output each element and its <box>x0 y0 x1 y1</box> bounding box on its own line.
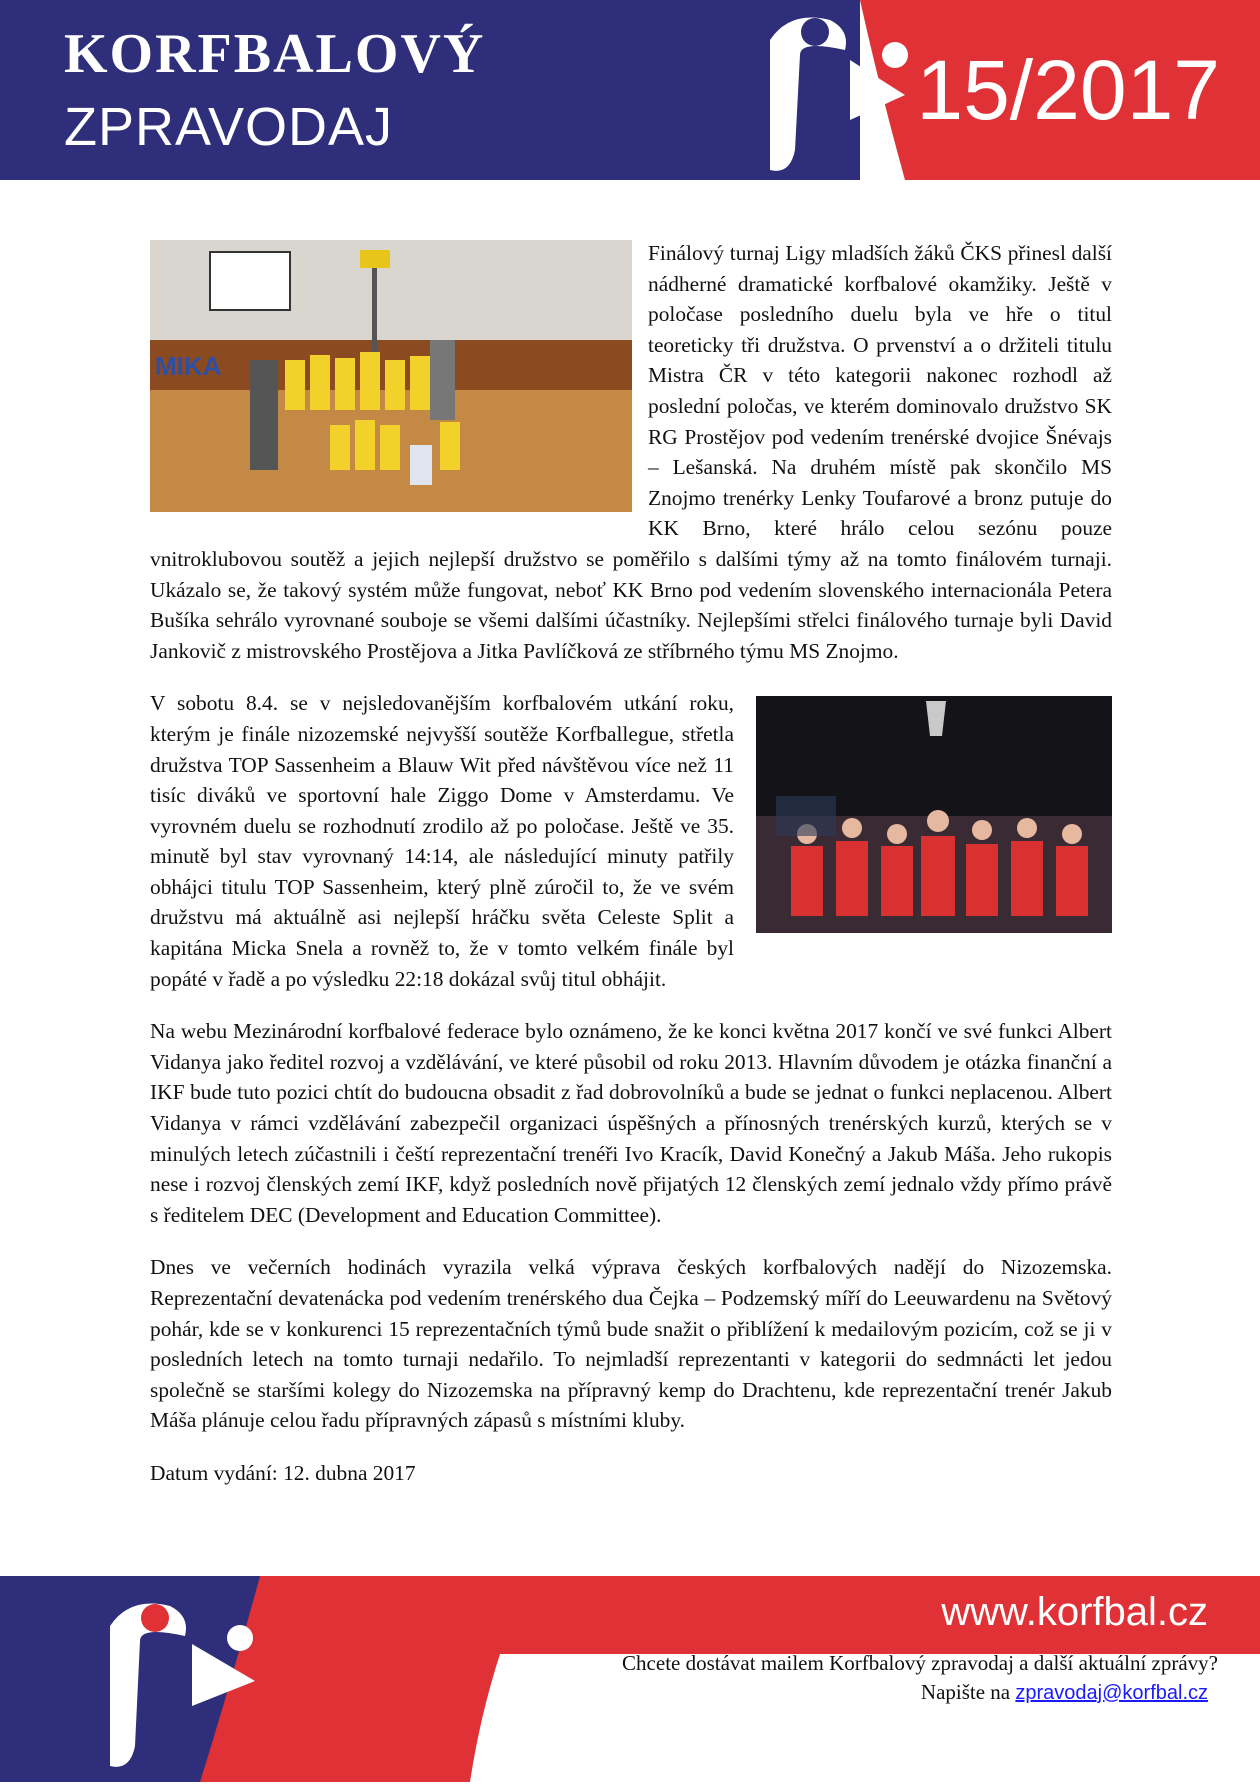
website-url[interactable]: www.korfbal.cz <box>941 1590 1208 1634</box>
brand-title-line2: ZPRAVODAJ <box>64 97 394 157</box>
subscribe-text: Chcete dostávat mailem Korfbalový zpravodaj a další aktuální zprávy? <box>622 1651 1218 1675</box>
article-paragraph-4: Dnes ve večerních hodinách vyrazila velká výprava českých korfbalových nadějí do Nizozemska. Reprezentační devatenácka pod vedením trenérského dua Čejka – Podzemský míří do Leeuwardenu na Světový pohár, kde se v konkurenci 15 reprezentačních týmů bude snažit o přiblížení k medailovým pozicím, což se ji v posledních letech na tomto turnaji nedařilo. To nejmladší reprezentanti v kategorii do sedmnácti let jedou společně se staršími kolegy do Nizozemska na přípravný kemp do Drachtenu, kde reprezentační trenér Jakub Máša plánuje celou řadu přípravných zápasů s místními kluby. <box>150 1255 1112 1433</box>
issue-date: Datum vydání: 12. dubna 2017 <box>150 1460 416 1485</box>
article-paragraph-1 <box>150 238 1112 666</box>
email-link[interactable]: zpravodaj@korfbal.cz <box>1015 1682 1208 1704</box>
issue-number: 15/2017 <box>916 43 1220 137</box>
article-2-text: V sobotu 8.4. se v nejsledovanějším korfbalovém utkání roku, kterým je finále nizozemské nejvyšší soutěže Korfballegue, střetla družstva TOP Sassenheim a Blauw Wit před návštěvou více než 11 tisíc diváků ve sportovní hale Ziggo Dome v Amsterdamu. Ve vyrovném duelu se rozhodnutí zrodilo až po poločase. Ještě ve 35. minutě byl stav vyrovnaný 14:14, ale následující minuty patřily obhájci titulu TOP Sassenheim, který plně zúročil to, že ve svém družstvu má aktuálně asi nejlepší hráčku světa Celeste Split a kapitána Micka Snela a rovněž to, že v tomto velkém finále byl popáté v řadě a po výsledku 22:18 dokázal svůj titul obhájit. <box>150 691 734 991</box>
subscribe-contact <box>921 1680 1208 1705</box>
header-banner <box>0 0 1260 180</box>
article-paragraph-2 <box>150 688 1112 994</box>
team-photo-dutch-final <box>756 696 1112 933</box>
article-1-text: Finálový turnaj Ligy mladších žáků ČKS přinesl další nádherné dramatické korfbalové okamžiky. Ještě v poločase posledního duelu byla ve hře o titul teoreticky tři družstva. O prvenství a o držiteli titulu Mistra ČR v této kategorii nakonec rozhodl až poslední poločas, ve kterém dominovalo družstvo SK RG Prostějov pod vedením trenérské dvojice Šnévajs – Lešanská. Na druhém místě pak skončilo MS Znojmo trenérky Lenky Toufarové a bronz putuje do KK Brno, které hrálo celou sezónu pouze vnitroklubovou soutěž a jejich nejlepší družstvo se poměřilo s dalšími týmy až na tomto finálovém turnaji. Ukázalo se, že takový systém může fungovat, neboť KK Brno pod vedením slovenského internacionála Petera Bušíka sehrálo vyrovnané souboje se všemi dalšími účastníky. Nejlepšími střelci finálového turnaje byli David Jankovič z mistrovského Prostějova a Jitka Pavlíčková ze stříbrného týmu MS Znojmo. <box>150 241 1112 663</box>
article-paragraph-3: Na webu Mezinárodní korfbalové federace bylo oznámeno, že ke konci května 2017 končí ve své funkci Albert Vidanya jako ředitel rozvoj a vzdělávání, ve které působil od roku 2013. Hlavním důvodem je otázka finanční a IKF bude tuto pozici chtít do budoucna obsadit z řad dobrovolníků a bude se jednat o funkci neplacenou. Albert Vidanya v rámci vzdělávání zabezpečil organizaci úspěšných a přínosných trenérských kurzů, kterých se v minulých letech zúčastnili i čeští reprezentační trenéři Ivo Kracík, David Konečný a Jakub Máša. Jeho rukopis nese i rozvoj členských zemí IKF, když posledních nově přijatých 12 členských zemí jednalo vždy přímo právě s ředitelem DEC (Development and Education Committee). <box>150 1019 1112 1227</box>
team-photo-youth-league <box>150 240 632 512</box>
svg-text:MIKA: MIKA <box>155 351 222 381</box>
brand-title-line1: KORFBALOVÝ <box>64 23 486 85</box>
subscribe-prefix: Napište na <box>920 1680 1011 1704</box>
article-body <box>150 238 1112 1511</box>
